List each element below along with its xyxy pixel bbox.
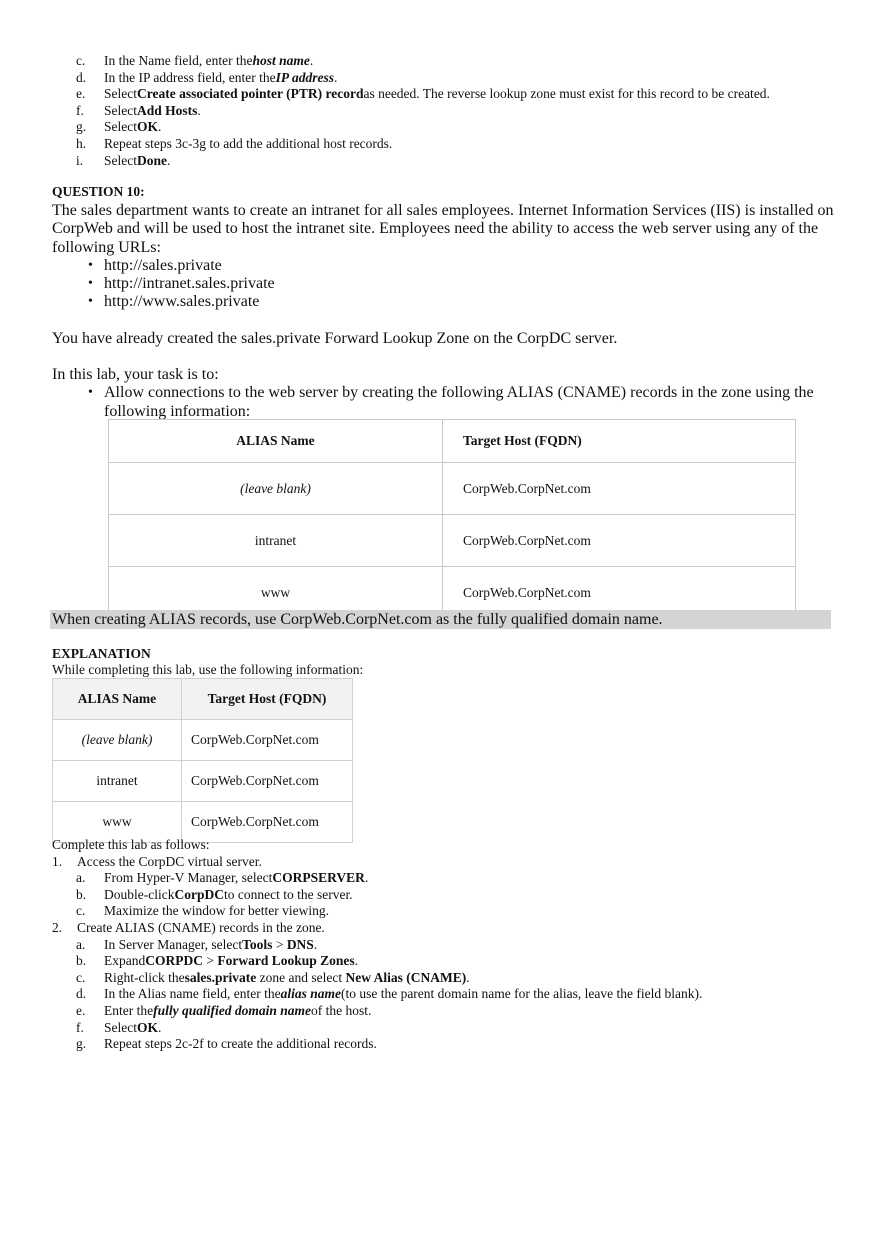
- table-cell: intranet: [53, 761, 182, 802]
- list-item: i. Select Done .: [76, 152, 171, 168]
- table-cell: www: [109, 567, 443, 619]
- question-paragraph: You have already created the sales.private Forward Lookup Zone on the CorpDC server.: [52, 329, 618, 347]
- table-row: [109, 515, 796, 567]
- list-item: e. Select Create associated pointer (PTR) record as needed. The reverse lookup zone must exist for this record to be created.: [76, 86, 770, 102]
- list-item: b. Double-click CorpDC to connect to the server.: [76, 886, 353, 902]
- table-cell: CorpWeb.CorpNet.com: [443, 515, 796, 567]
- list-item: g. Repeat steps 2c-2f to create the additional records.: [76, 1036, 377, 1052]
- column-header: Target Host (FQDN): [182, 679, 353, 720]
- intro-steps-list: [76, 53, 856, 169]
- table-row: [109, 463, 796, 515]
- question-title: QUESTION 10:: [52, 184, 145, 199]
- url-item: • http://intranet.sales.private: [52, 275, 837, 293]
- list-item: c. Maximize the window for better viewing.: [76, 903, 329, 919]
- column-header: Target Host (FQDN): [443, 420, 796, 463]
- list-item: 2. Create ALIAS (CNAME) records in the zone.: [52, 919, 325, 935]
- url-item: • http://sales.private: [52, 257, 837, 275]
- alias-table: [108, 419, 796, 619]
- table-cell: CorpWeb.CorpNet.com: [182, 802, 353, 843]
- list-item: e. Enter the fully qualified domain name of the host.: [76, 1002, 372, 1018]
- table-cell: www: [53, 802, 182, 843]
- list-item: d. In the Alias name field, enter the alias name (to use the parent domain name for the alias, leave the field blank).: [76, 986, 703, 1002]
- procedure-intro: Complete this lab as follows:: [52, 837, 210, 852]
- explanation-table: [52, 678, 353, 843]
- list-item: h. Repeat steps 3c-3g to add the additional host records.: [76, 135, 393, 151]
- column-header: ALIAS Name: [53, 679, 182, 720]
- list-item: 1. Access the CorpDC virtual server.: [52, 853, 262, 869]
- question-body: [52, 202, 837, 421]
- table-cell: CorpWeb.CorpNet.com: [443, 463, 796, 515]
- list-item: f. Select OK .: [76, 1019, 162, 1035]
- table-cell: CorpWeb.CorpNet.com: [182, 761, 353, 802]
- list-item: a. In Server Manager, select Tools > DNS .: [76, 936, 318, 952]
- list-item: g. Select OK .: [76, 119, 162, 135]
- task-bullet: • Allow connections to the web server by creating the following ALIAS (CNAME) records in the zone using the following information:: [52, 384, 837, 421]
- explanation-header: [52, 646, 363, 678]
- question-paragraph: The sales department wants to create an intranet for all sales employees. Internet Information Services (IIS) is installed on CorpWeb and will be used to host the intranet site. Employees need the ability to access the web server using any of the following URLs:: [52, 202, 834, 256]
- explanation-intro: While completing this lab, use the following information:: [52, 662, 364, 677]
- list-item: f. Select Add Hosts .: [76, 102, 201, 118]
- list-item: a. From Hyper-V Manager, select CORPSERVER .: [76, 870, 369, 886]
- question-paragraph: In this lab, your task is to:: [52, 366, 219, 384]
- table-row: [53, 720, 353, 761]
- list-item: c. Right-click the sales.private zone and select New Alias (CNAME) .: [76, 969, 470, 985]
- highlighted-note: When creating ALIAS records, use CorpWeb.CorpNet.com as the fully qualified domain name.: [50, 610, 831, 629]
- table-cell: CorpWeb.CorpNet.com: [443, 567, 796, 619]
- table-cell: (leave blank): [109, 463, 443, 515]
- table-cell: intranet: [109, 515, 443, 567]
- explanation-title: EXPLANATION: [52, 646, 151, 661]
- table-cell: (leave blank): [53, 720, 182, 761]
- table-header-row: [109, 420, 796, 463]
- procedure-list: [52, 837, 852, 1053]
- table-cell: CorpWeb.CorpNet.com: [182, 720, 353, 761]
- table-header-row: [53, 679, 353, 720]
- list-item: c. In the Name field, enter the host name .: [76, 53, 314, 68]
- table-row: [53, 761, 353, 802]
- column-header: ALIAS Name: [109, 420, 443, 463]
- url-item: • http://www.sales.private: [52, 293, 837, 311]
- list-item: d. In the IP address field, enter the IP address .: [76, 69, 338, 85]
- list-item: b. Expand CORPDC > Forward Lookup Zones .: [76, 953, 359, 969]
